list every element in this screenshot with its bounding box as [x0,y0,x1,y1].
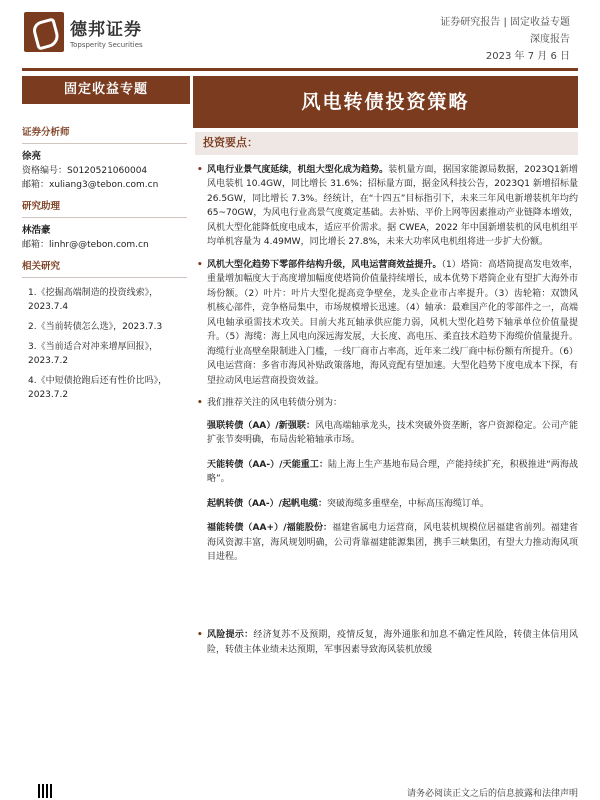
key-points-heading: 投资要点： [195,132,578,155]
stock-name: 起帆转债（AA-）/起帆电缆： [207,498,327,509]
risk-paragraph [195,628,578,657]
key-points-section [195,132,578,575]
report-date: 2023 年 7 月 6 日 [485,51,570,62]
stock-recommendation [195,419,578,448]
qr-code-icon [38,784,52,798]
related-item[interactable]: 3.《当前适合对冲来增厚回报》，2023.7.2 [28,342,159,366]
key-point-lead: 风电行业景气度延续，机组大型化成为趋势。 [207,164,389,175]
logo-mark-icon [24,12,64,52]
analyst-name: 徐亮 [22,151,42,162]
related-heading: 相关研究 [22,258,187,278]
company-logo [24,12,143,52]
analyst-heading: 证券分析师 [22,124,187,144]
logo-cn-name: 德邦证券 [70,20,142,40]
assistant-heading: 研究助理 [22,198,187,218]
report-title: 风电转债投资策略 [193,76,578,128]
report-type: 证券研究报告 | 固定收益专题 [440,17,570,28]
stock-name: 福能转债（AA+）/福能股份： [207,523,333,533]
sidebar [22,118,187,408]
stock-recommendation [195,458,578,487]
assistant-info [22,224,187,252]
stock-desc: 突破海缆多重壁垒，中标高压海缆订单。 [326,498,489,509]
stock-desc: 风电高端轴承龙头，技术突破外资垄断，客户资源稳定。公司产能扩张节奏明确，布局齿轮箱轴承市场。 [207,420,579,445]
report-header-meta [440,14,570,65]
assistant-email: 邮箱：linhr@@tebon.com.cn [22,240,149,250]
stock-name: 天能转债（AA-）/天能重工： [207,459,329,470]
key-point-paragraph [195,163,578,250]
category-banner: 固定收益专题 [22,76,190,104]
stock-desc: 陆上海上生产基地布局合理，产能持续扩充，积极推进“两海战略”。 [207,459,578,484]
header-divider [22,68,578,71]
stock-name: 强联转债（AA）/新强联： [207,420,316,431]
logo-en-name: Topsperity Securities [70,41,143,49]
assistant-name: 林浩豪 [22,225,51,236]
recommend-intro: 我们推荐关注的风电转债分别为： [207,398,343,408]
stock-recommendation [195,521,578,565]
risk-text: 经济复苏不及预期，疫情反复，海外通胀和加息不确定性风险，转债主体信用风险，转债主体业绩未达预期，军事因素导致海风装机放缓 [207,630,578,655]
key-point-body: （1）塔筒：高塔筒提高发电效率，重量增加幅度大于高度增加幅度使塔筒价值量持续增长，成本优势下塔筒企业有望扩大海外市场份额。（2）叶片：叶片大型化提高竞争壁垒，龙头企业市占率提升。（3）齿轮箱：双馈风机核心部件，竞争格局集中，市场规模增长迅速。（4）轴承：最难国产化的零部件之一，高端风电轴承亟需技术攻关。目前大兆瓦轴承供应能力弱，风机大型化趋势下轴承单位价值量提升。（5）海缆：海上风电向深远海发展，大长度、高电压、柔直技术趋势下海缆价值量提升。海缆行业高壁垒限制进入门槛，一线厂商市占率高，近年来二线厂商中标份额有所提升。（6）风电运营商：多省市海风补贴政策落地，海风竞配有望加速。大型化趋势下度电成本下探，有望拉动风电运营商投资效益。 [207,259,578,386]
key-point-paragraph [195,396,578,411]
key-point-body: 装机量方面，据国家能源局数据，2023Q1新增风电装机 10.4GW，同比增长 31.6%；招标量方面，据金风科技公告，2023Q1 新增招标量 26.5GW，同比增长 7.3%。经统计，在“十四五”目标指引下，未来三年风电新增装机年均约 65~70GW，为风电行业高景气度奠定基础。去补贴、平价上网等因素推动产业链降本增效，风机大型化能降低度电成本，适应平价需求。据 CWEA，2022 年中国新增装机的风电机组平均单机容量为 4.49MW，同比增长 27.8%，未来大功率风电机组将进一步扩大份额。 [207,164,578,247]
disclaimer-footer: 请务必阅读正文之后的信息披露和法律声明 [406,789,578,799]
stock-recommendation [195,497,578,512]
report-depth: 深度报告 [530,34,570,45]
stock-desc: 福建省属电力运营商，风电装机规模位居福建省前列。福建省海风资源丰富，海风规划明确，公司背靠福建能源集团，携手三峡集团，有望大力推动海风项目进程。 [207,523,578,562]
risk-label: 风险提示： [207,630,254,640]
related-item[interactable]: 4.《中短债抢跑后还有性价比吗》，2023.7.2 [28,376,168,400]
key-point-paragraph [195,258,578,389]
related-item[interactable]: 1.《挖掘高端制造的投资线索》，2023.7.4 [28,288,159,312]
related-item[interactable]: 2.《当前转债怎么选》，2023.7.3 [28,322,163,332]
risk-section [195,628,578,665]
key-point-lead: 风机大型化趋势下零部件结构升级，风电运营商效益提升。 [207,259,442,270]
related-list [22,286,187,402]
analyst-info [22,150,187,192]
analyst-email: 邮箱：xuliang3@tebon.com.cn [22,180,159,190]
analyst-cert: 资格编号：S0120521060004 [22,166,148,176]
